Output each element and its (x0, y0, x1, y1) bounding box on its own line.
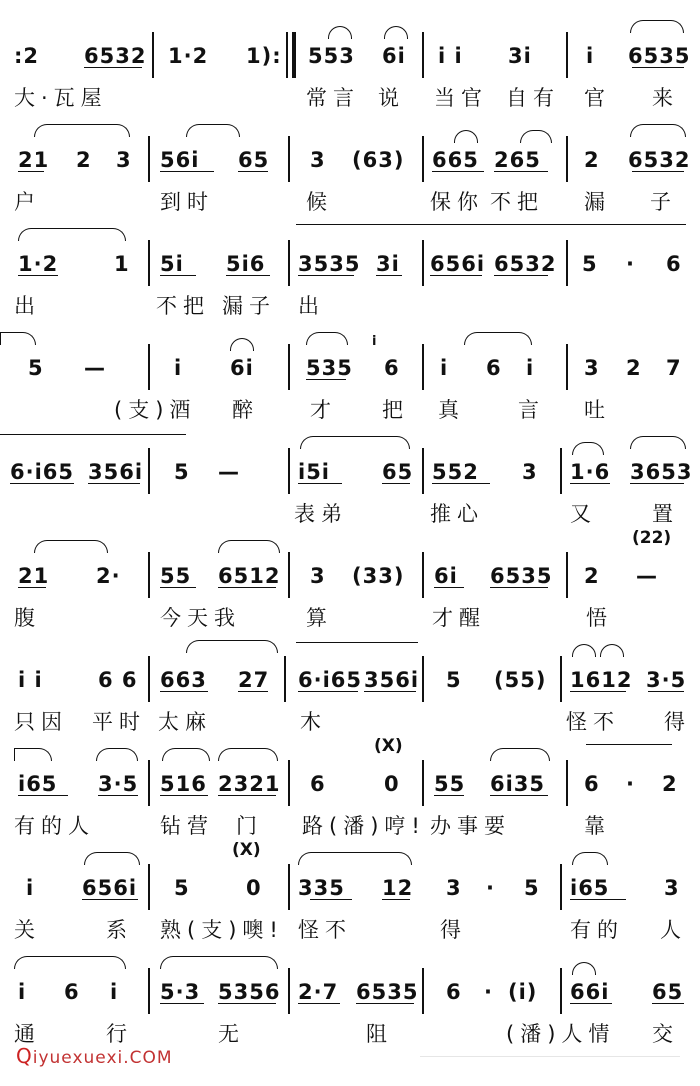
note: — (636, 564, 658, 588)
bar-line (148, 656, 150, 702)
watermark-text: iyuexuexi.COM (32, 1048, 173, 1068)
lyric: 有的 (570, 918, 624, 942)
note: 0 (246, 876, 262, 900)
measure-marker: (X) (374, 736, 403, 756)
underline (296, 642, 418, 643)
note: 6 (384, 356, 400, 380)
note: 6i35 (490, 772, 546, 796)
bar-line (422, 760, 424, 806)
lyric: 太麻 (158, 710, 212, 734)
slur (160, 956, 278, 969)
lyric: 漏子 (222, 294, 276, 318)
lyric: 门 (236, 814, 263, 838)
lyric: 怪不 (298, 918, 352, 942)
bar-line (148, 760, 150, 806)
bar-line (566, 240, 568, 286)
note: i (440, 356, 449, 380)
note: · (626, 252, 635, 276)
note: 56i (160, 148, 200, 172)
bar-line (422, 656, 424, 702)
note: 3·5 (98, 772, 139, 796)
note: 335 (298, 876, 345, 900)
note: 2·7 (298, 980, 339, 1004)
note: — (218, 460, 240, 484)
measure-marker: (X) (232, 840, 261, 860)
lyric: 出 (298, 294, 325, 318)
note: 5i (160, 252, 184, 276)
note: i (110, 980, 119, 1004)
note: 665 (432, 148, 479, 172)
lyric: 又 (570, 502, 597, 526)
note: 6512 (218, 564, 281, 588)
note: 6 (584, 772, 600, 796)
bar-line (422, 240, 424, 286)
slur (454, 130, 478, 143)
note: 663 (160, 668, 207, 692)
note: :2 (14, 44, 40, 68)
lyric: 腹 (14, 606, 41, 630)
notes-row (0, 876, 700, 906)
slur (14, 956, 126, 969)
note: 2 (584, 564, 600, 588)
note: (i) (508, 980, 538, 1004)
note: 21 (18, 564, 50, 588)
note: i (18, 980, 27, 1004)
bar-line (566, 760, 568, 806)
lyric: 漏 (584, 190, 611, 214)
bar-line (288, 760, 290, 806)
score-system-6 (0, 520, 700, 630)
note: (55) (494, 668, 547, 692)
note: 535 (306, 356, 353, 380)
note: 3 (310, 148, 326, 172)
note: 6 6 (98, 668, 138, 692)
lyric: 置 (652, 502, 679, 526)
note: 356i (364, 668, 420, 692)
bar-line (422, 32, 424, 78)
note: 6 (310, 772, 326, 796)
note: 6 (666, 252, 682, 276)
slur (572, 962, 596, 975)
bar-line (288, 136, 290, 182)
divider (420, 1056, 680, 1057)
note: 6 (486, 356, 502, 380)
slur (0, 332, 36, 345)
lyric: 常言 (306, 86, 360, 110)
lyric: 交 (652, 1022, 679, 1046)
note: 55 (434, 772, 466, 796)
lyric: 悟 (586, 606, 613, 630)
bar-line (422, 344, 424, 390)
slur (306, 332, 348, 345)
bar-line (284, 656, 286, 702)
note: 5 (174, 460, 190, 484)
underline (586, 744, 672, 745)
note: 356i (88, 460, 144, 484)
notes-row (0, 252, 700, 282)
lyric: 今天我 (160, 606, 241, 630)
note: 2321 (218, 772, 281, 796)
lyric: 得 (664, 710, 691, 734)
lyric: 系 (106, 918, 133, 942)
lyrics-row (0, 1018, 700, 1046)
bar-line (288, 448, 290, 494)
score-system-5 (0, 416, 700, 526)
lyric: 候 (306, 190, 333, 214)
slur (186, 124, 240, 137)
note: 6·i65 (10, 460, 75, 484)
note: 6532 (628, 148, 691, 172)
note: 656i (430, 252, 486, 276)
lyric: 怪不 (566, 710, 620, 734)
slur (520, 130, 552, 143)
note: 3i (376, 252, 400, 276)
score-system-3 (0, 208, 700, 318)
note: 3653 (630, 460, 693, 484)
note: 6535 (490, 564, 553, 588)
notes-row (0, 668, 700, 698)
bar-line (152, 32, 154, 78)
note: i65 (570, 876, 610, 900)
bar-line (288, 968, 290, 1014)
bar-line (560, 864, 562, 910)
lyric: 大·瓦屋 (14, 86, 108, 110)
lyric: 有的人 (14, 814, 95, 838)
lyric: 得 (440, 918, 467, 942)
lyric: 算 (306, 606, 333, 630)
note: 65 (382, 460, 414, 484)
note: 3i (508, 44, 532, 68)
lyric: 户 (14, 190, 41, 214)
notes-row (0, 772, 700, 802)
note: i i (18, 668, 43, 692)
lyric: 来 (652, 86, 679, 110)
lyric: 不把 (490, 190, 544, 214)
note: 2 (584, 148, 600, 172)
note: 6·i65 (298, 668, 363, 692)
notes-row (0, 44, 700, 74)
lyric: 吐 (584, 398, 611, 422)
bar-line (148, 136, 150, 182)
note: 3535 (298, 252, 361, 276)
note: 12 (382, 876, 414, 900)
slur (230, 338, 254, 351)
note: — (84, 356, 106, 380)
bar-line (566, 136, 568, 182)
note: 6 (446, 980, 462, 1004)
slur (14, 748, 52, 761)
lyric: 木 (300, 710, 327, 734)
note: 27 (238, 668, 270, 692)
note: 6535 (356, 980, 419, 1004)
note: 5 (524, 876, 540, 900)
note: (33) (352, 564, 405, 588)
note: 2 (76, 148, 92, 172)
slur (34, 540, 108, 553)
bar-line (148, 864, 150, 910)
bar-line (288, 864, 290, 910)
note: · (486, 876, 495, 900)
note: 65 (238, 148, 270, 172)
slur (34, 124, 130, 137)
note: · (484, 980, 493, 1004)
lyric: 通 (14, 1022, 41, 1046)
measure-marker: (22) (632, 528, 672, 548)
note: · (626, 772, 635, 796)
bar-line (566, 552, 568, 598)
slur (630, 124, 686, 137)
note: 3 (664, 876, 680, 900)
slur (96, 748, 138, 761)
note: 6i (230, 356, 254, 380)
note: 656i (82, 876, 138, 900)
lyric: 行 (106, 1022, 133, 1046)
lyric: 办事要 (430, 814, 511, 838)
note: i (586, 44, 595, 68)
note: 3 (116, 148, 132, 172)
bar-line (148, 240, 150, 286)
grace-note: i (372, 334, 377, 349)
slur (572, 442, 604, 455)
note: 21 (18, 148, 50, 172)
lyric: 到时 (160, 190, 214, 214)
note: 5 (446, 668, 462, 692)
slur (572, 644, 596, 657)
bar-line (148, 448, 150, 494)
lyric: 真 (438, 398, 465, 422)
slur (218, 540, 280, 553)
lyric: 关 (14, 918, 41, 942)
note: 6532 (494, 252, 557, 276)
bar-line (288, 344, 290, 390)
watermark-initial: Q (16, 1044, 33, 1068)
note: 516 (160, 772, 207, 796)
bar-line (566, 32, 568, 78)
lyric: 推心 (430, 502, 484, 526)
bar-line (560, 968, 562, 1014)
bar-line (286, 32, 288, 78)
note: 55 (160, 564, 192, 588)
lyric: 无 (218, 1022, 245, 1046)
note: 3 (310, 564, 326, 588)
bar-line (148, 968, 150, 1014)
notes-row (0, 980, 700, 1010)
note: 6i (434, 564, 458, 588)
note: 2 (626, 356, 642, 380)
note: i5i (298, 460, 331, 484)
note: i65 (18, 772, 58, 796)
note: 3 (584, 356, 600, 380)
note: i (26, 876, 35, 900)
bar-line (148, 552, 150, 598)
note: 6i (382, 44, 406, 68)
lyric: 醉 (232, 398, 259, 422)
lyric: 出 (14, 294, 41, 318)
note: i (526, 356, 535, 380)
note: 3 (522, 460, 538, 484)
lyric: (潘)人情 (506, 1022, 616, 1046)
note: 1 (114, 252, 130, 276)
lyric: 言 (518, 398, 545, 422)
note: 2· (96, 564, 121, 588)
note: 5 (582, 252, 598, 276)
slur (572, 852, 608, 865)
note: 5·3 (160, 980, 201, 1004)
underline (0, 434, 186, 435)
lyric: 平时 (92, 710, 146, 734)
lyric: 才 (310, 398, 337, 422)
note: 1612 (570, 668, 633, 692)
lyric: 说 (378, 86, 405, 110)
lyric: 保你 (430, 190, 484, 214)
lyric: 才醒 (432, 606, 486, 630)
slur (328, 26, 352, 39)
lyric: 只因 (14, 710, 68, 734)
site-watermark (16, 1044, 173, 1068)
note: 5i6 (226, 252, 266, 276)
note: 265 (494, 148, 541, 172)
notes-row (0, 148, 700, 178)
slur (162, 748, 210, 761)
note: 6535 (628, 44, 691, 68)
lyric: 路(潘)哼! (302, 814, 426, 838)
bar-line (560, 448, 562, 494)
score-system-10 (0, 936, 700, 1046)
slur (630, 20, 684, 33)
bar-line (292, 32, 296, 78)
note: 1·2 (18, 252, 59, 276)
note: (63) (352, 148, 405, 172)
bar-line (566, 344, 568, 390)
lyric: 子 (650, 190, 677, 214)
score-system-8 (0, 728, 700, 838)
slur (600, 644, 624, 657)
lyric: (支)酒 (114, 398, 197, 422)
notes-row (0, 564, 700, 594)
slur (298, 852, 412, 865)
note: i (174, 356, 183, 380)
slur (186, 640, 278, 653)
note: 1): (246, 44, 282, 68)
bar-line (422, 552, 424, 598)
notes-row (0, 460, 700, 490)
note: 5 (174, 876, 190, 900)
slur (630, 436, 686, 449)
underline (296, 224, 686, 225)
bar-line (288, 240, 290, 286)
score-system-2 (0, 104, 700, 214)
lyric: 阻 (366, 1022, 393, 1046)
lyric: 靠 (584, 814, 611, 838)
lyric: 表弟 (294, 502, 348, 526)
slur (218, 748, 278, 761)
bar-line (148, 344, 150, 390)
slur (464, 332, 532, 345)
note: 1·6 (570, 460, 611, 484)
note: 553 (308, 44, 355, 68)
score-system-1 (0, 0, 700, 110)
lyric: 当官 (434, 86, 488, 110)
slur (384, 26, 408, 39)
lyric: 自有 (506, 86, 560, 110)
note: 3·5 (646, 668, 687, 692)
note: 2 (662, 772, 678, 796)
lyric: 不把 (156, 294, 210, 318)
slur (490, 748, 550, 761)
note: 6532 (84, 44, 147, 68)
lyric: 把 (382, 398, 409, 422)
note: 65 (652, 980, 684, 1004)
score-system-7 (0, 624, 700, 734)
lyric: 熟(支)噢! (160, 918, 284, 942)
lyric: 官 (584, 86, 611, 110)
note: 3 (446, 876, 462, 900)
bar-line (422, 448, 424, 494)
note: 5 (28, 356, 44, 380)
bar-line (560, 656, 562, 702)
note: 6 (64, 980, 80, 1004)
slur (84, 852, 140, 865)
note: i i (438, 44, 463, 68)
notes-row (0, 356, 700, 386)
note: 66i (570, 980, 610, 1004)
lyric: 人 (660, 918, 687, 942)
slur (300, 436, 410, 449)
note: 1·2 (168, 44, 209, 68)
note: 552 (432, 460, 479, 484)
score-system-9 (0, 832, 700, 942)
lyric: 钻营 (160, 814, 214, 838)
slur (18, 228, 126, 241)
note: 7 (666, 356, 682, 380)
note: 0 (384, 772, 400, 796)
note: 5356 (218, 980, 281, 1004)
bar-line (422, 136, 424, 182)
bar-line (288, 552, 290, 598)
score-system-4 (0, 312, 700, 422)
bar-line (422, 968, 424, 1014)
